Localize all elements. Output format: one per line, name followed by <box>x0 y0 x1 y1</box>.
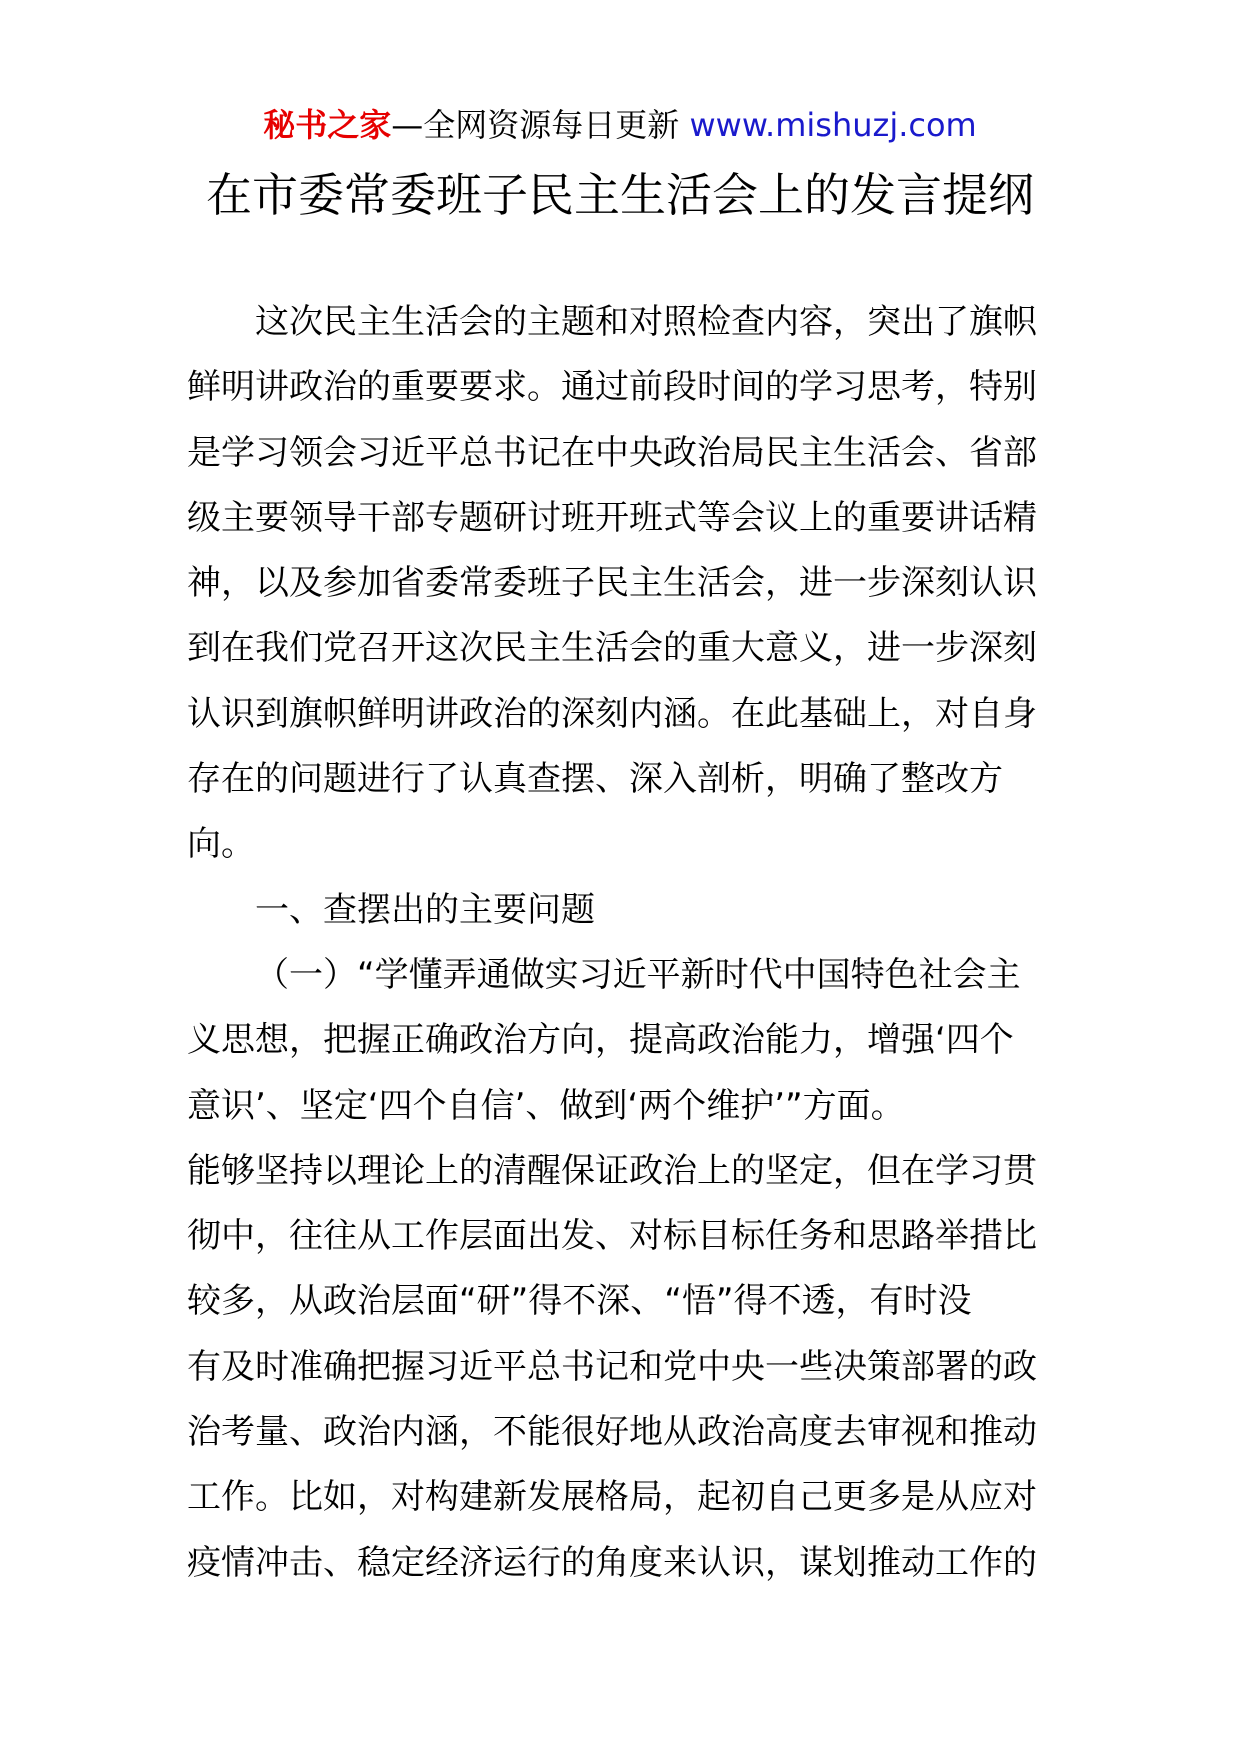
paragraph-line: 工作。比如，对构建新发展格局，起初自己更多是从应对 <box>187 1477 1037 1518</box>
document-title: 在市委常委班子民主生活会上的发言提纲 <box>206 168 1034 222</box>
paragraph-line: 鲜明讲政治的重要要求。通过前段时间的学习思考，特别 <box>187 367 1037 408</box>
paragraph-line: 存在的问题进行了认真查摆、深入剖析，明确了整改方 <box>187 759 1003 800</box>
paragraph-line: 这次民主生活会的主题和对照检查内容，突出了旗帜 <box>255 302 1037 342</box>
paragraph-line: 较多，从政治层面“研”得不深、“悟”得不透，有时没 <box>187 1281 972 1322</box>
paragraph-line: 治考量、政治内涵，不能很好地从政治高度去审视和推动 <box>187 1412 1037 1453</box>
paragraph-line: （一）“学懂弄通做实习近平新时代中国特色社会主 <box>255 954 1021 995</box>
site-tagline: —全网资源每日更新 <box>391 106 680 144</box>
document-body <box>187 290 1055 1596</box>
site-brand: 秘书之家 <box>263 106 392 144</box>
paragraph-line: 有及时准确把握习近平总书记和党中央一些决策部署的政 <box>187 1346 1037 1387</box>
paragraph-line: 意识’、坚定‘四个自信’、做到‘两个维护’”方面。 <box>187 1085 905 1126</box>
paragraph-line: 级主要领导干部专题研讨班开班式等会议上的重要讲话精 <box>187 497 1037 538</box>
paragraph-line: 到在我们党召开这次民主生活会的重大意义，进一步深刻 <box>187 628 1037 669</box>
paragraph-line: 向。 <box>187 824 255 865</box>
site-url-link[interactable]: www.mishuzj.com <box>689 106 977 144</box>
paragraph-line: 认识到旗帜鲜明讲政治的深刻内涵。在此基础上，对自身 <box>187 693 1037 734</box>
paragraph-line: 神，以及参加省委常委班子民主生活会，进一步深刻认识 <box>187 563 1037 604</box>
paragraph-line: 是学习领会习近平总书记在中央政治局民主生活会、省部 <box>187 432 1037 473</box>
paragraph-line: 疫情冲击、稳定经济运行的角度来认识，谋划推动工作的 <box>187 1542 1037 1583</box>
paragraph-line: 彻中，往往从工作层面出发、对标目标任务和思路举措比 <box>187 1216 1037 1257</box>
paragraph-line: 能够坚持以理论上的清醒保证政治上的坚定，但在学习贯 <box>187 1150 1037 1191</box>
site-header <box>0 98 1240 152</box>
section-heading: 一、查摆出的主要问题 <box>255 889 595 930</box>
paragraph-line: 义思想，把握正确政治方向，提高政治能力，增强‘四个 <box>187 1020 1014 1061</box>
